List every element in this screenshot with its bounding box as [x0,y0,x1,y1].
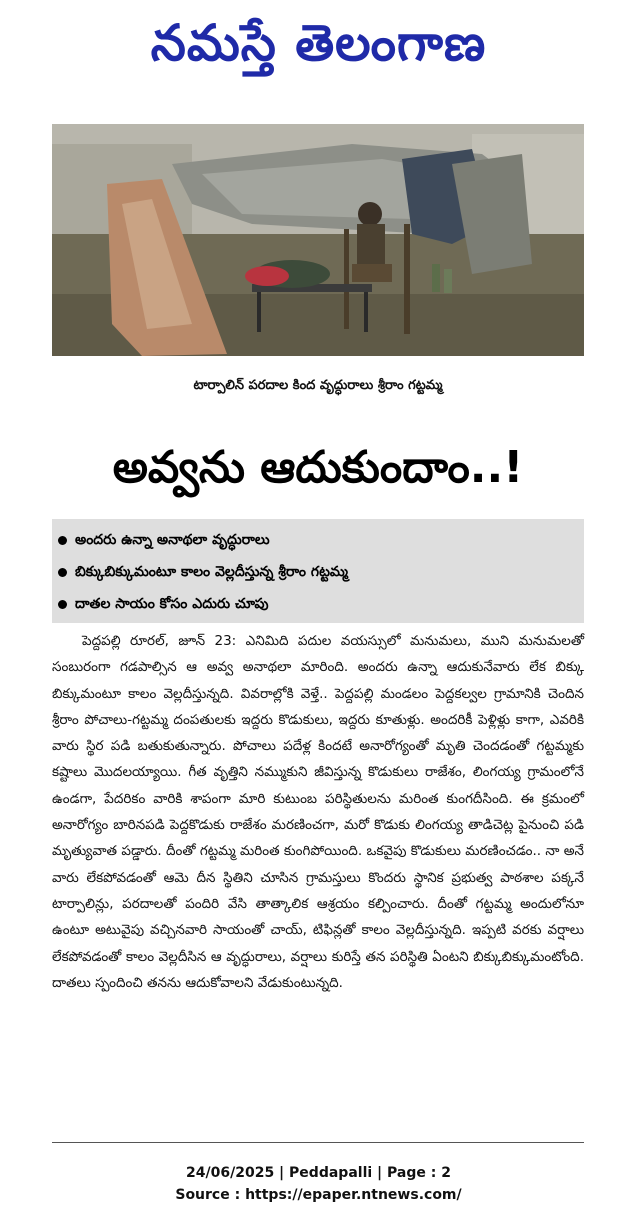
footer-date-edition: 24/06/2025 | Peddapalli | Page : 2 [186,1165,451,1181]
divider [52,1142,584,1143]
bullet-icon [58,536,67,545]
article-headline: అవ్వను ఆదుకుందాం..! [112,442,524,493]
newspaper-masthead: నమస్తే తెలంగాణ [150,14,487,72]
highlight-item: బిక్కుబిక్కుమంటూ కాలం వెల్లదీస్తున్న శ్రీరాం గట్టమ్మ [58,556,584,588]
photo-caption: టార్పాలిన్ పరదాల కింద వృద్ధురాలు శ్రీరాం గట్టమ్మ [193,378,443,393]
article-body: పెద్దపల్లి రూరల్, జూన్ 23: ఎనిమిది పదుల వయస్సులో మనుమలు, ముని మనుమలతో సంబురంగా గడపాల్సిన ఆ అవ్వ అనాథలా మారింది. అందరు ఉన్నా ఆదుకునేవారు లేక బిక్కు బిక్కుమంటూ కాలం వెల్లదీస్తున్నది. వివరాల్లోకి వెళ్తే.. పెద్దపల్లి మండలం పెద్దకల్వల గ్రామానికి చెందిన శ్రీరాం పోచాలు-గట్టమ్మ దంపతులకు ఇద్దరు కొడుకులు, ఇద్దరు కూతుళ్లు. అందరికీ పెళ్లిళ్లు కాగా, ఎవరికి వారు స్థిర పడి బతుకుతున్నారు. పోచాలు పదేళ్ల కిందటే అనారోగ్యంతో మృతి చెందడంతో గట్టమ్మకు కష్టాలు మొదలయ్యాయి. గీత వృత్తిని నమ్ముకుని జీవిస్తున్న కొడుకులు రాజేశం, లింగయ్య గ్రామంలోనే ఉండగా, పేదరికం వారికి శాపంగా మారి కుటుంబ పరిస్థితులను మరింత కుంగదీసింది. ఈ క్రమంలో అనారోగ్యం బారినపడి పెద్దకొడుకు రాజేశం మరణించగా, మరో కొడుకు లింగయ్య తాడిచెట్ల పైనుంచి పడి మృత్యువాత పడ్డారు. దీంతో గట్టమ్మ మరింత కుంగిపోయింది. ఒకవైపు కొడుకులు మరణించడం.. నా అనే వారు లేకపోవడంతో ఆమె దీన స్థితిని చూసిన గ్రామస్తులు కొందరు స్థానిక ప్రభుత్వ పాఠశాల పక్కనే టార్పాలిన్లు, పరదాలతో పందిరి వేసి తాత్కాలిక ఆశ్రయం కల్పించారు. దీంతో గట్టమ్మ అందులోనూ ఉంటూ అటువైపు వచ్చినవారి సాయంతో చాయ్, టిఫిన్లతో కాలం వెల్లదీస్తున్నది. ఇప్పటి వరకు వర్షాలు లేకపోవడంతో కాలం వెల్లదీసిన ఆ వృద్ధురాలు, వర్షాలు కురిస్తే తన పరిస్థితి ఏంటని బిక్కుబిక్కుమంటోంది. దాతలు స్పందించి తనను ఆదుకోవాలని వేడుకుంటున్నది. [52,633,584,991]
bullet-icon [58,568,67,577]
footer-source: Source : https://epaper.ntnews.com/ [175,1187,462,1203]
tarpaulin-shelter-image [52,124,584,356]
bullet-icon [58,600,67,609]
news-photo [52,124,584,356]
highlight-item: అందరు ఉన్నా అనాథలా వృద్ధురాలు [58,524,584,556]
page-footer [0,1162,637,1206]
highlight-item: దాతల సాయం కోసం ఎదురు చూపు [58,588,584,620]
highlights-box [52,519,584,623]
